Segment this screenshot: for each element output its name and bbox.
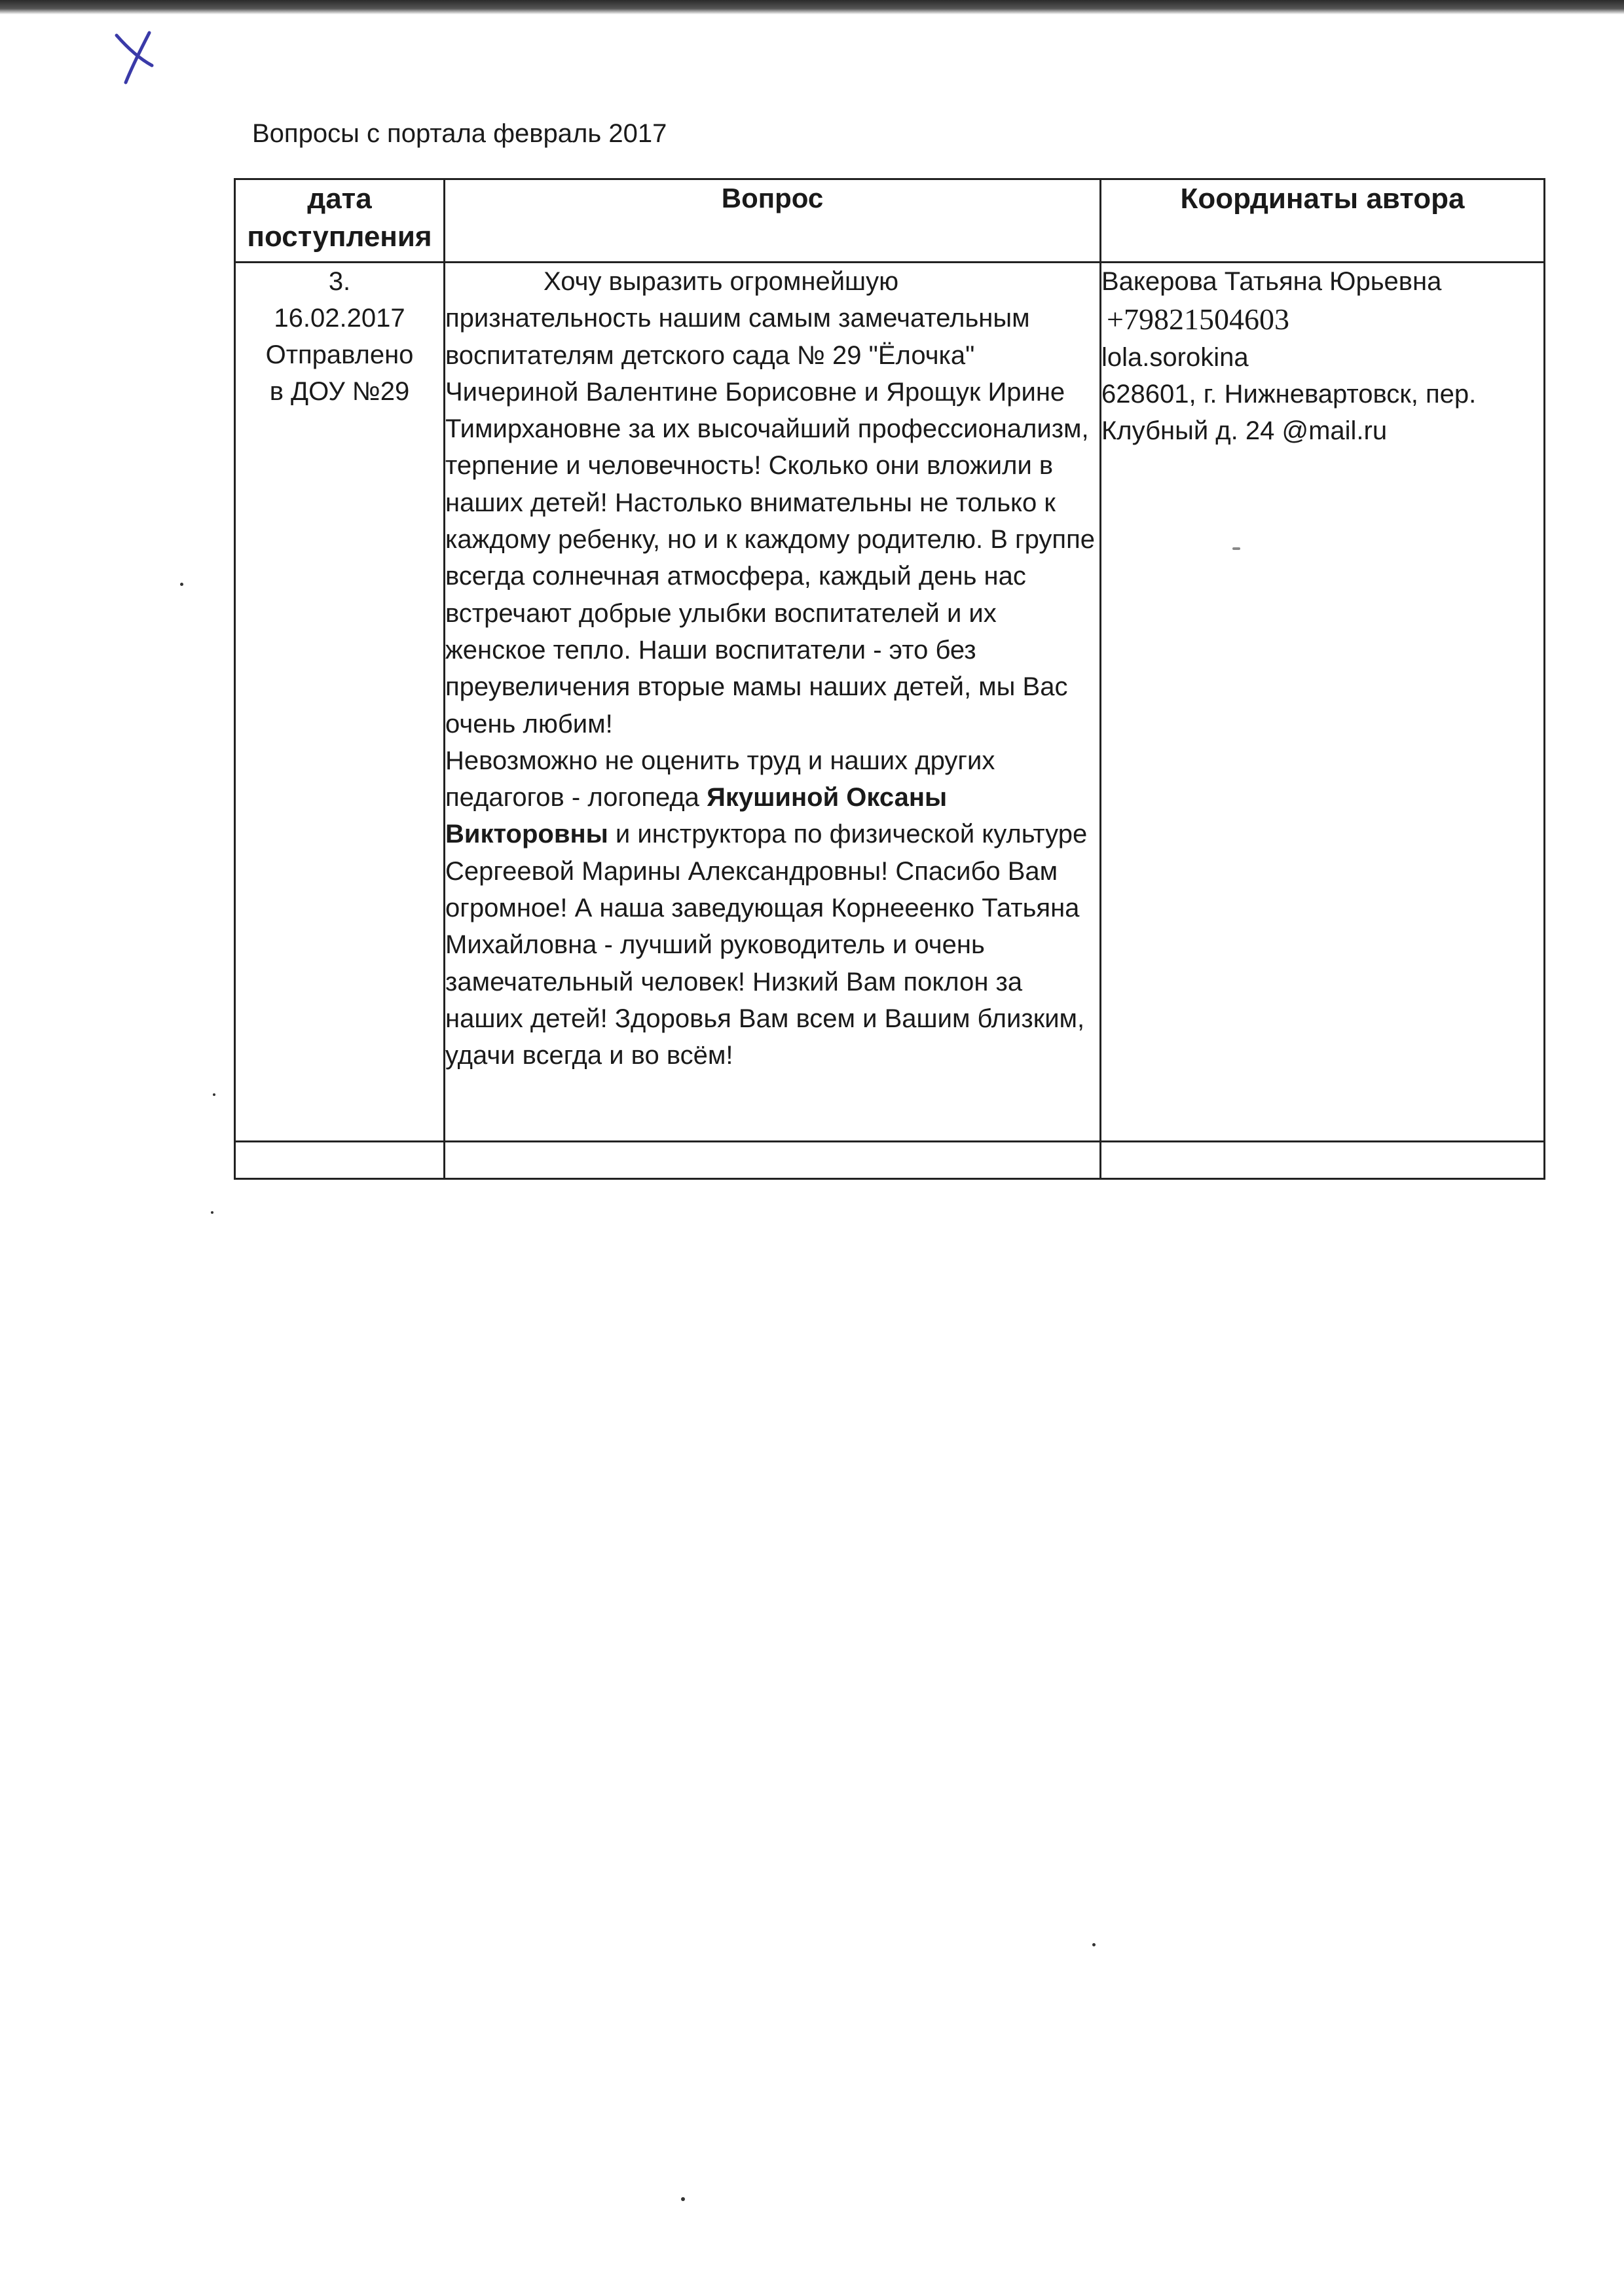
author-name: Вакерова Татьяна Юрьевна	[1101, 267, 1442, 296]
header-date	[235, 179, 445, 263]
header-question: Вопрос	[445, 179, 1101, 263]
scan-edge	[0, 0, 1624, 14]
author-phone: +79821504603	[1107, 302, 1289, 336]
scan-speck	[211, 1211, 213, 1214]
question-text-2b: и инструктора по физической культуре Сергеевой Марины Александровны! Спасибо Вам огромное! А наша заведующая Корнееенко Татьяна Михайловна - лучший руководитель и очень замечательный человек! Низкий Вам поклон за наших детей! Здоровья Вам всем и Вашим близким, удачи всегда и во всём!	[445, 820, 1088, 1070]
questions-table	[234, 178, 1545, 1180]
question-text-1: Хочу выразить огромнейшую признательность нашим самым замечательным воспитателям детского сада № 29 "Ёлочка" Чичериной Валентине Борисовне и Ярощук Ирине Тимирхановне за их высочайший профессионализм, терпение и человечность! Сколько они вложили в наших детей! Настолько внимательны не только к каждому ребенку, но и к каждому родителю. В группе всегда солнечная атмосфера, каждый день нас встречают добрые улыбки воспитателей и их женское тепло. Наши воспитатели - это без преувеличения вторые мамы наших детей, мы Вас очень любим!	[445, 267, 1095, 738]
header-date-line-1: дата	[307, 183, 372, 215]
empty-cell-question	[445, 1142, 1101, 1179]
sent-label: Отправлено	[265, 340, 414, 369]
scan-speck	[213, 1093, 215, 1096]
date-cell	[235, 263, 445, 1142]
table-row-empty	[235, 1142, 1545, 1179]
row-number: 3.	[328, 267, 351, 296]
question-text-2a: Невозможно не оценить труд и наших других педагогов - логопеда	[445, 746, 995, 812]
scan-speck	[1232, 547, 1240, 550]
question-paragraph-2	[445, 742, 1099, 1074]
handwritten-x-mark	[105, 26, 164, 85]
page-title: Вопросы с портала февраль 2017	[252, 119, 667, 148]
question-cell	[445, 263, 1101, 1142]
received-date: 16.02.2017	[274, 304, 405, 333]
table-row	[235, 263, 1545, 1142]
empty-cell-author	[1101, 1142, 1545, 1179]
question-paragraph-1	[445, 263, 1099, 742]
author-cell	[1101, 263, 1545, 1142]
question-text-2-bold: Якушиной Оксаны Викторовны	[445, 783, 948, 849]
scan-speck	[180, 583, 183, 586]
empty-cell-date	[235, 1142, 445, 1179]
sent-destination: в ДОУ №29	[269, 377, 410, 406]
scan-speck	[1092, 1943, 1096, 1946]
scan-speck	[681, 2197, 685, 2201]
header-author: Координаты автора	[1101, 179, 1545, 263]
author-email-user: lola.sorokina	[1101, 343, 1249, 372]
table-header-row	[235, 179, 1545, 263]
header-date-line-2: поступления	[247, 221, 432, 253]
author-address: 628601, г. Нижневартовск, пер. Клубный д. 24 @mail.ru	[1101, 380, 1477, 445]
